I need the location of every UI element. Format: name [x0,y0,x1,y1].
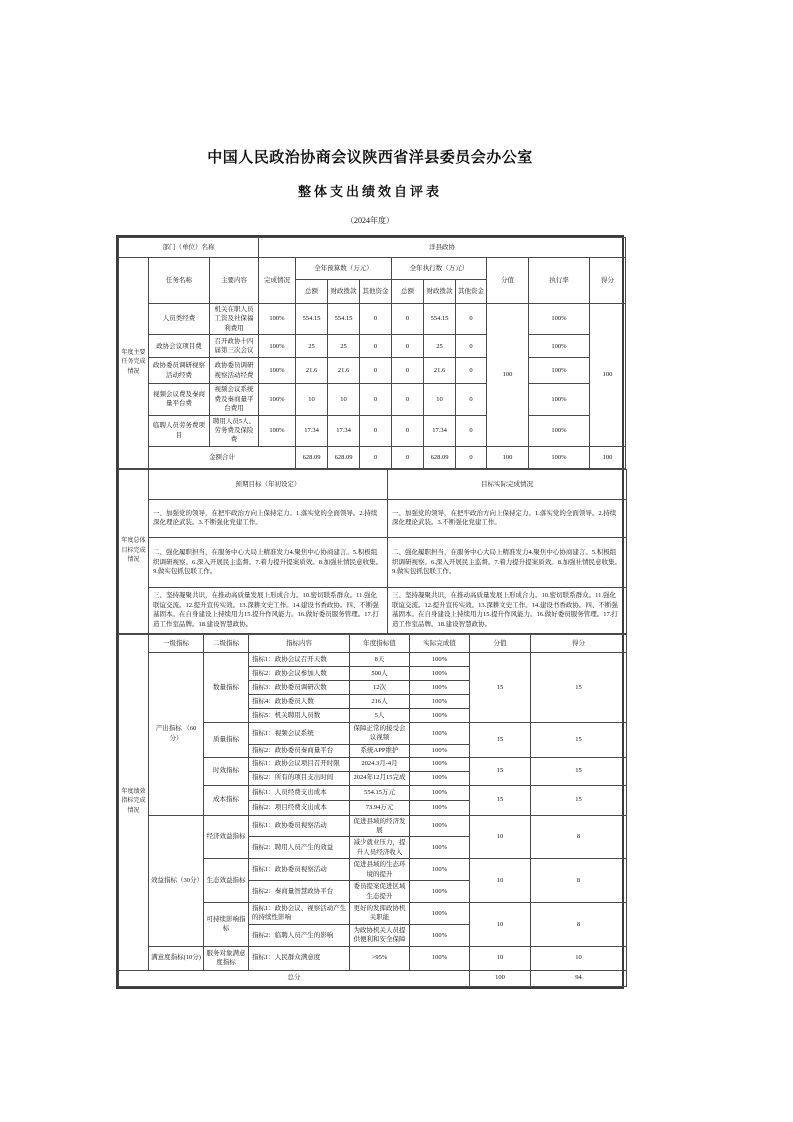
indicator-actual-cell: 100% [410,757,470,771]
task-name-cell: 政协会议项目费 [149,335,210,358]
task-completion-cell: 100% [259,358,296,384]
lvl2-cost: 成本指标 [204,785,249,815]
goals-header-row [119,469,627,499]
indicator-content-cell: 指标2：政协委员秦商量平台 [249,744,350,757]
exec-total-cell: 0 [392,304,424,335]
grand-total-score: 94 [531,970,627,986]
task-completion-cell: 100% [259,335,296,358]
goals-table [118,469,627,634]
header-budget-group: 全年预算数（万元） [296,258,392,280]
indicator-target-cell: 12次 [350,680,410,694]
task-row [119,358,626,384]
budget-other-cell: 0 [360,358,392,384]
tasks-section-label: 年度主要任务完成情况 [119,258,149,469]
exec-other-sum: 0 [456,446,487,468]
indicator-actual-cell: 100% [410,903,470,925]
header-budget-other: 其他资金 [360,280,392,304]
indicator-actual-cell: 100% [410,785,470,800]
subgroup-score: 10 [531,946,627,970]
task-row [119,415,626,446]
exec-fiscal-cell: 25 [424,335,456,358]
indicator-target-cell: 73.94万元 [350,800,410,815]
task-completion-cell: 100% [259,304,296,335]
tasks-total-value: 100 [487,446,529,468]
indicator-content-cell: 指标1：政协会议项目召开时限 [249,757,350,771]
indicator-target-cell: 促进县域的生态环境的提升 [350,859,410,881]
goals-section-label: 年度总体目标完成情况 [119,469,149,633]
subgroup-value: 15 [470,757,531,785]
indicator-target-cell: 216人 [350,694,410,708]
lvl2-quality: 质量指标 [204,722,249,757]
indicator-content-cell: 指标5：机关聘用人员数 [249,708,350,722]
exec-other-cell: 0 [456,384,487,415]
budget-fiscal-cell: 17.34 [328,415,360,446]
exec-total-cell: 0 [392,358,424,384]
task-content-cell: 视频会议系统费及秦商量平台费用 [210,384,259,415]
indicator-content-cell: 指标1：政协会议召开天数 [249,652,350,666]
task-row [119,384,626,415]
budget-fiscal-cell: 21.6 [328,358,360,384]
tasks-header-row [119,258,626,280]
subgroup-score: 8 [531,815,627,859]
indicator-target-cell: 500人 [350,666,410,680]
indicator-content-cell: 指标4：政协委员人数 [249,694,350,708]
subgroup-score: 15 [531,652,627,722]
goal-actual-cell: 一、加强党的领导，在把牢政治方向上保持定力。1.落实党的全面领导。2.持续深化理论武装。3.不断强化党建工作。 [388,499,627,537]
indicator-content-cell: 指标2：政协会议参加人数 [249,666,350,680]
indicator-actual-cell: 100% [410,708,470,722]
tasks-total-score: 100 [590,446,626,468]
budget-other-cell: 0 [360,415,392,446]
indicator-content-cell: 指标2：项目经费支出成本 [249,800,350,815]
subgroup-value: 15 [470,722,531,757]
indicator-target-cell: 促进县域的经济发展 [350,815,410,837]
indicator-actual-cell: 100% [410,924,470,946]
header-budget-total: 总额 [296,280,328,304]
header-actual: 实际完成值 [410,634,470,652]
period-label: （2024年度） [346,216,394,225]
indicator-actual-cell: 100% [410,652,470,666]
indicator-content-cell: 指标3：政协委员调研次数 [249,680,350,694]
indicator-content-cell: 指标1：政协委员视察活动 [249,815,350,837]
subgroup-value: 10 [470,859,531,903]
lvl2-quantity: 数量指标 [204,652,249,722]
indicator-content-cell: 指标2：秦商量智慧政协平台 [249,881,350,903]
tasks-group-value: 100 [487,304,529,447]
budget-total-cell: 10 [296,384,328,415]
lvl1-satisfaction: 满意度指标(10分) [149,946,204,970]
indicator-target-cell: >95% [350,946,410,970]
task-name-cell: 政协委员调研视察活动经费 [149,358,210,384]
budget-other-cell: 0 [360,335,392,358]
indicator-target-cell: 2024年12月15完成 [350,771,410,785]
indicator-content-cell: 指标2：所有的项目支出时间 [249,771,350,785]
lvl2-timeliness: 时效指标 [204,757,249,785]
indicator-target-cell: 更好的发挥政协机关职能 [350,903,410,925]
indicator-target-cell: 2024.3月-4月 [350,757,410,771]
goal-actual-cell: 二、强化履职担当，在服务中心大局上精准发力4.聚焦中心协商建言。5.积极组织调研视察。6.深入开展民主监督。7.着力提升提案质效。8.加强社情民意收集。9.做实包抓包联工作。 [388,537,627,587]
budget-fiscal-cell: 10 [328,384,360,415]
department-value: 洋县政协 [259,238,626,258]
header-value: 分值 [487,258,529,304]
lvl2-ecological: 生态效益指标 [204,859,249,903]
indicator-target-cell: 为政协机关人员提供便利和安全保障 [350,924,410,946]
indicator-content-cell: 指标1：视频会议系统 [249,722,350,744]
exec-total-cell: 0 [392,335,424,358]
budget-other-cell: 0 [360,304,392,335]
exec-fiscal-cell: 10 [424,384,456,415]
goal-expected-cell: 二、强化履职担当，在服务中心大局上精准发力4.聚焦中心协商建言。5.积极组织调研视察。6.深入开展民主监督。7.着力提升提案质效。8.加强社情民意收集。9.做实包抓包联工作。 [149,537,388,587]
department-label: 部门（单位）名称 [119,238,259,258]
task-completion-cell: 100% [259,415,296,446]
budget-other-sum: 0 [360,446,392,468]
indicator-content-cell: 指标2：聘用人员产生的效益 [249,837,350,859]
header-indicator-content: 指标内容 [249,634,350,652]
indicator-actual-cell: 100% [410,859,470,881]
task-name-cell: 视频会议费及秦商量平台费 [149,384,210,415]
form-title: 整体支出绩效自评表 [297,184,442,199]
goals-left-header: 预期目标（年初设定） [149,469,388,499]
document-page [116,0,624,989]
budget-total-sum: 628.09 [296,446,328,468]
tasks-total-rate: 100% [529,446,590,468]
goals-row [119,587,627,633]
indicator-target-cell: 减少就业压力，提升人员经济收入 [350,837,410,859]
grand-total-row [119,970,627,986]
indicator-row [119,652,627,666]
header-exec-other: 其他资金 [456,280,487,304]
indicators-header-row [119,634,627,652]
indicator-target-cell: 委员提案促进区域生态提升 [350,881,410,903]
indicator-actual-cell: 100% [410,666,470,680]
header-ind-score: 得分 [531,634,627,652]
subgroup-score: 8 [531,859,627,903]
exec-rate-cell: 100% [529,358,590,384]
goal-expected-cell: 三、坚持凝聚共识，在推动高质量发展上形成合力。10.密切联系群众。11.强化联谊交流。12.提升宣传实效。13.深耕文史工作。14.建设书香政协。四、不断强基固本。在自身建设上持续用力15.提升作风能力。16.做好委员服务管理。17.打造工作室品牌。18.建设智慧政协。 [149,587,388,633]
task-content-cell: 聘用人员5人、劳务费及保险费 [210,415,259,446]
indicator-actual-cell: 100% [410,722,470,744]
indicator-actual-cell: 100% [410,946,470,970]
header-completion: 完成情况 [259,258,296,304]
task-content-cell: 召开政协十四届第三次会议 [210,335,259,358]
task-name-cell: 临聘人员劳务费项目 [149,415,210,446]
task-completion-cell: 100% [259,384,296,415]
budget-total-cell: 25 [296,335,328,358]
indicators-table [118,634,627,987]
header-lvl1: 一级指标 [149,634,204,652]
goals-row [119,537,627,587]
exec-fiscal-cell: 21.6 [424,358,456,384]
indicator-content-cell: 指标1：政协委员视察活动 [249,859,350,881]
exec-other-cell: 0 [456,358,487,384]
subgroup-value: 10 [470,903,531,947]
budget-total-cell: 554.15 [296,304,328,335]
budget-fiscal-sum: 628.09 [328,446,360,468]
department-row [119,238,626,258]
header-exec-group: 全年执行数（万元） [392,258,487,280]
indicator-content-cell: 指标1：人员经费支出成本 [249,785,350,800]
goals-row [119,499,627,537]
indicator-actual-cell: 100% [410,680,470,694]
subgroup-value: 10 [470,946,531,970]
tasks-table [118,237,626,469]
goal-expected-cell: 一、加强党的领导，在把牢政治方向上保持定力。1.落实党的全面领导。2.持续深化理论武装。3.不断强化党建工作。 [149,499,388,537]
indicators-section-label: 年度绩效指标完成情况 [119,634,149,970]
header-exec-rate: 执行率 [529,258,590,304]
subgroup-score: 15 [531,757,627,785]
header-lvl2: 二级指标 [204,634,249,652]
exec-total-cell: 0 [392,415,424,446]
exec-other-cell: 0 [456,335,487,358]
indicator-target-cell: 554.15万元 [350,785,410,800]
task-name-cell: 人员类经费 [149,304,210,335]
indicator-actual-cell: 100% [410,881,470,903]
goal-actual-cell: 三、坚持凝聚共识，在推动高质量发展上形成合力。10.密切联系群众。11.强化联谊交流。12.提升宣传实效。13.深耕文史工作。14.建设书香政协。四、不断强基固本。在自身建设上持续用力15.提升作风能力。16.做好委员服务管理。17.打造工作室品牌。18.建设智慧政协。 [388,587,627,633]
subgroup-score: 15 [531,722,627,757]
exec-total-sum: 0 [392,446,424,468]
indicator-actual-cell: 100% [410,815,470,837]
exec-other-cell: 0 [456,415,487,446]
subgroup-value: 15 [470,652,531,722]
task-content-cell: 机关在职人员工资及社保福利费用 [210,304,259,335]
tasks-group-score: 100 [590,304,626,447]
indicator-target-cell: 系统APP维护 [350,744,410,757]
task-row [119,335,626,358]
header-ind-value: 分值 [470,634,531,652]
lvl1-benefit: 效益指标（30分） [149,815,204,946]
lvl1-output: 产出指标 （60分） [149,652,204,815]
indicator-target-cell: 5人 [350,708,410,722]
header-score: 得分 [590,258,626,304]
indicator-actual-cell: 100% [410,771,470,785]
header-budget-fiscal: 财政拨款 [328,280,360,304]
indicator-content-cell: 指标2：临聘人员产生的影响 [249,924,350,946]
budget-total-cell: 17.34 [296,415,328,446]
indicator-actual-cell: 100% [410,744,470,757]
header-main-content: 主要内容 [210,258,259,304]
indicator-row [119,815,627,837]
budget-fiscal-cell: 554.15 [328,304,360,335]
task-row [119,304,626,335]
exec-rate-cell: 100% [529,384,590,415]
indicator-content-cell: 指标1：政协会议、视察活动产生的持续性影响 [249,903,350,925]
grand-total-value: 100 [470,970,531,986]
header-exec-fiscal: 财政拨款 [424,280,456,304]
header-target: 年度指标值 [350,634,410,652]
subgroup-value: 10 [470,815,531,859]
exec-rate-cell: 100% [529,415,590,446]
indicator-actual-cell: 100% [410,694,470,708]
indicator-target-cell: 8天 [350,652,410,666]
indicator-actual-cell: 100% [410,837,470,859]
budget-total-cell: 21.6 [296,358,328,384]
indicator-row [119,946,627,970]
subgroup-score: 15 [531,785,627,815]
goals-right-header: 目标实际完成情况 [388,469,627,499]
subgroup-value: 15 [470,785,531,815]
tasks-total-row [119,446,626,468]
indicator-actual-cell: 100% [410,800,470,815]
grand-total-label: 总分 [119,970,470,986]
indicator-target-cell: 保障正常的接受会议视频 [350,722,410,744]
exec-total-cell: 0 [392,384,424,415]
lvl2-sustainability: 可持续影响指标 [204,903,249,947]
exec-rate-cell: 100% [529,304,590,335]
task-content-cell: 政协委员调研视察活动经费 [210,358,259,384]
indicator-content-cell: 指标1：人民群众满意度 [249,946,350,970]
tasks-total-label: 金额合计 [149,446,296,468]
header-task-name: 任务名称 [149,258,210,304]
org-title: 中国人民政治协商会议陕西省洋县委员会办公室 [207,150,533,166]
exec-rate-cell: 100% [529,335,590,358]
header-exec-total: 总额 [392,280,424,304]
budget-other-cell: 0 [360,384,392,415]
exec-other-cell: 0 [456,304,487,335]
exec-fiscal-cell: 554.15 [424,304,456,335]
exec-fiscal-sum: 628.09 [424,446,456,468]
lvl2-economic: 经济效益指标 [204,815,249,859]
lvl2-service-satisfaction: 服务对象满意度指标 [204,946,249,970]
subgroup-score: 8 [531,903,627,947]
budget-fiscal-cell: 25 [328,335,360,358]
exec-fiscal-cell: 17.34 [424,415,456,446]
evaluation-table [116,235,624,989]
